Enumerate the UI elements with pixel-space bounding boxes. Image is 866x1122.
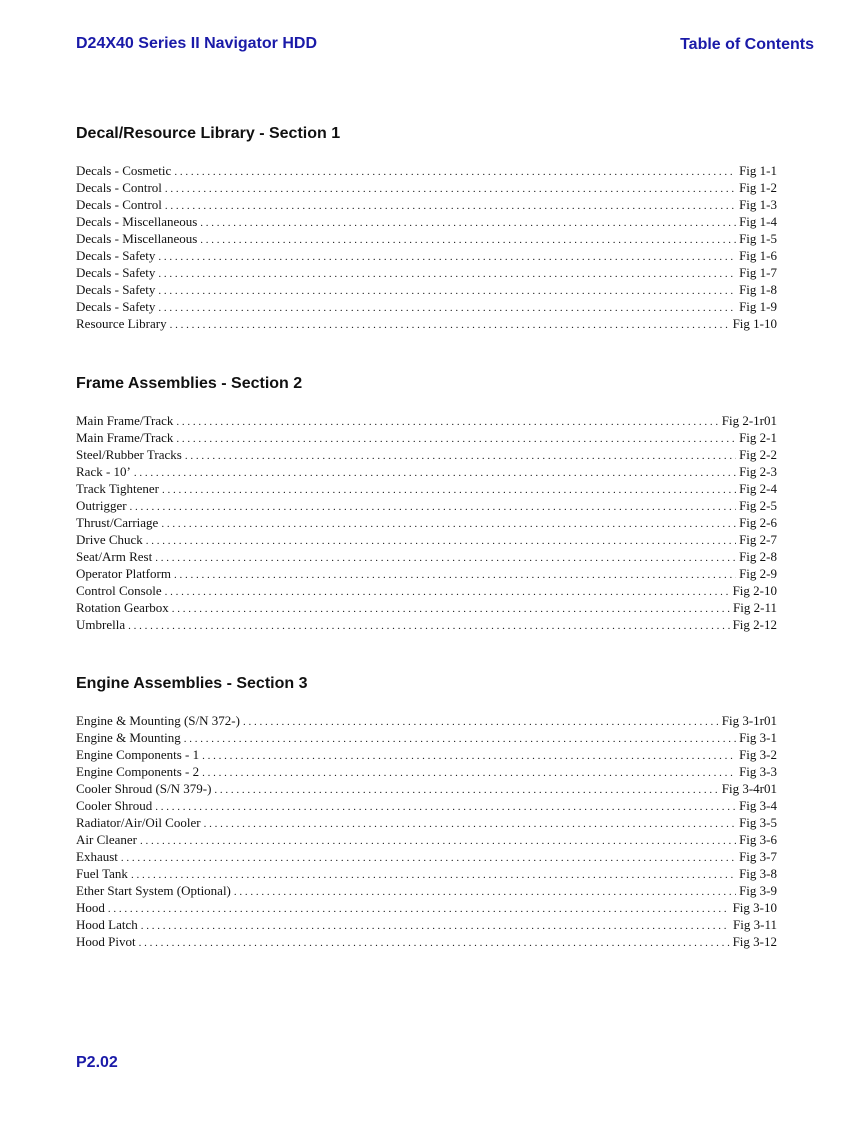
- dot-leader: [121, 850, 736, 867]
- toc-entry-figure-ref: Fig 2-6: [739, 515, 777, 530]
- toc-entry-label: Control Console: [76, 583, 162, 598]
- toc-entry[interactable]: [76, 298, 777, 315]
- toc-entry-label: Decals - Miscellaneous: [76, 214, 198, 229]
- toc-entry-figure-ref: Fig 3-3: [739, 764, 777, 779]
- toc-entry-figure-ref: Fig 2-8: [739, 549, 777, 564]
- document-title: D24X40 Series II Navigator HDD: [76, 35, 317, 52]
- toc-entry-label: Rotation Gearbox: [76, 600, 169, 615]
- toc-entry-label: Drive Chuck: [76, 532, 143, 547]
- toc-entry-label: Main Frame/Track: [76, 413, 174, 428]
- dot-leader: [140, 833, 736, 850]
- toc-entry-label: Decals - Control: [76, 180, 162, 195]
- toc-entry-label: Radiator/Air/Oil Cooler: [76, 815, 201, 830]
- toc-entry-figure-ref: Fig 1-4: [739, 214, 777, 229]
- dot-leader: [174, 567, 736, 584]
- toc-entry[interactable]: [76, 882, 777, 899]
- toc-entry[interactable]: [76, 531, 777, 548]
- toc-entry-list: [76, 162, 777, 332]
- toc-entry[interactable]: [76, 162, 777, 179]
- toc-entry[interactable]: [76, 480, 777, 497]
- toc-entry-figure-ref: Fig 3-9: [739, 883, 777, 898]
- toc-entry-figure-ref: Fig 2-5: [739, 498, 777, 513]
- toc-entry[interactable]: [76, 616, 777, 633]
- toc-entry-figure-ref: Fig 1-9: [739, 299, 777, 314]
- toc-entry-figure-ref: Fig 3-7: [739, 849, 777, 864]
- dot-leader: [139, 935, 730, 952]
- toc-entry-figure-ref: Fig 1-6: [739, 248, 777, 263]
- toc-entry-label: Decals - Safety: [76, 248, 156, 263]
- toc-entry[interactable]: [76, 412, 777, 429]
- toc-entry[interactable]: [76, 780, 777, 797]
- dot-leader: [202, 765, 736, 782]
- toc-entry[interactable]: [76, 514, 777, 531]
- toc-entry[interactable]: [76, 582, 777, 599]
- toc-entry[interactable]: [76, 848, 777, 865]
- dot-leader: [184, 731, 736, 748]
- dot-leader: [158, 300, 736, 317]
- dot-leader: [243, 714, 719, 731]
- toc-entry[interactable]: [76, 196, 777, 213]
- toc-entry-label: Rack - 10’: [76, 464, 131, 479]
- toc-entry-figure-ref: Fig 1-3: [739, 197, 777, 212]
- section-title: Decal/Resource Library - Section 1: [76, 125, 341, 142]
- toc-entry-label: Resource Library: [76, 316, 167, 331]
- dot-leader: [130, 499, 737, 516]
- toc-entry-label: Steel/Rubber Tracks: [76, 447, 182, 462]
- toc-entry-figure-ref: Fig 1-2: [739, 180, 777, 195]
- toc-entry-figure-ref: Fig 1-1: [739, 163, 777, 178]
- toc-entry-label: Hood Pivot: [76, 934, 136, 949]
- dot-leader: [165, 198, 736, 215]
- toc-entry-label: Decals - Safety: [76, 282, 156, 297]
- toc-entry[interactable]: [76, 230, 777, 247]
- toc-entry-figure-ref: Fig 2-9: [739, 566, 777, 581]
- toc-entry[interactable]: [76, 831, 777, 848]
- dot-leader: [174, 164, 736, 181]
- dot-leader: [128, 618, 729, 635]
- toc-entry-figure-ref: Fig 3-6: [739, 832, 777, 847]
- toc-entry-figure-ref: Fig 3-2: [739, 747, 777, 762]
- dot-leader: [176, 431, 736, 448]
- toc-entry-label: Decals - Safety: [76, 265, 156, 280]
- toc-entry-figure-ref: Fig 2-4: [739, 481, 777, 496]
- toc-entry-figure-ref: Fig 3-8: [739, 866, 777, 881]
- toc-entry[interactable]: [76, 565, 777, 582]
- dot-leader: [146, 533, 736, 550]
- toc-entry-label: Decals - Miscellaneous: [76, 231, 198, 246]
- toc-entry-figure-ref: Fig 3-10: [732, 900, 777, 915]
- toc-entry-figure-ref: Fig 2-11: [733, 600, 777, 615]
- toc-entry[interactable]: [76, 463, 777, 480]
- toc-entry-label: Track Tightener: [76, 481, 159, 496]
- section-title: Engine Assemblies - Section 3: [76, 675, 308, 692]
- section-engine-assemblies: [76, 674, 777, 950]
- toc-entry-label: Seat/Arm Rest: [76, 549, 153, 564]
- toc-entry-label: Hood: [76, 900, 105, 915]
- toc-entry-figure-ref: Fig 3-11: [733, 917, 777, 932]
- dot-leader: [185, 448, 736, 465]
- toc-entry[interactable]: [76, 179, 777, 196]
- toc-entry-label: Engine & Mounting (S/N 372-): [76, 713, 240, 728]
- toc-entry[interactable]: [76, 497, 777, 514]
- toc-entry-figure-ref: Fig 3-5: [739, 815, 777, 830]
- dot-leader: [170, 317, 730, 334]
- toc-entry-list: [76, 712, 777, 950]
- toc-entry[interactable]: [76, 729, 777, 746]
- toc-entry-figure-ref: Fig 2-2: [739, 447, 777, 462]
- toc-entry-label: Engine Components - 2: [76, 764, 200, 779]
- toc-entry-list: [76, 412, 777, 633]
- toc-entry-figure-ref: Fig 3-12: [732, 934, 777, 949]
- toc-entry-label: Fuel Tank: [76, 866, 128, 881]
- dot-leader: [155, 799, 736, 816]
- toc-entry[interactable]: [76, 814, 777, 831]
- toc-entry[interactable]: [76, 865, 777, 882]
- dot-leader: [200, 232, 736, 249]
- dot-leader: [172, 601, 730, 618]
- toc-entry-figure-ref: Fig 2-12: [732, 617, 777, 632]
- toc-heading: Table of Contents: [680, 36, 814, 53]
- toc-entry[interactable]: [76, 712, 777, 729]
- toc-entry-figure-ref: Fig 2-1r01: [721, 413, 777, 428]
- toc-entry[interactable]: [76, 746, 777, 763]
- toc-entry-label: Air Cleaner: [76, 832, 138, 847]
- toc-entry[interactable]: [76, 763, 777, 780]
- toc-entry-label: Cooler Shroud (S/N 379-): [76, 781, 212, 796]
- toc-entry-label: Exhaust: [76, 849, 118, 864]
- section-title: Frame Assemblies - Section 2: [76, 375, 303, 392]
- dot-leader: [234, 884, 736, 901]
- toc-entry-figure-ref: Fig 2-3: [739, 464, 777, 479]
- dot-leader: [161, 516, 736, 533]
- toc-entry-label: Umbrella: [76, 617, 126, 632]
- toc-entry-figure-ref: Fig 1-5: [739, 231, 777, 246]
- toc-entry-figure-ref: Fig 3-1r01: [721, 713, 777, 728]
- dot-leader: [165, 181, 736, 198]
- dot-leader: [141, 918, 730, 935]
- toc-entry-label: Thrust/Carriage: [76, 515, 159, 530]
- toc-entry-label: Ether Start System (Optional): [76, 883, 231, 898]
- toc-entry-label: Hood Latch: [76, 917, 138, 932]
- dot-leader: [158, 283, 736, 300]
- dot-leader: [158, 266, 736, 283]
- dot-leader: [165, 584, 730, 601]
- toc-entry-label: Operator Platform: [76, 566, 171, 581]
- toc-entry-label: Decals - Safety: [76, 299, 156, 314]
- toc-entry-figure-ref: Fig 3-1: [739, 730, 777, 745]
- toc-entry-label: Cooler Shroud: [76, 798, 153, 813]
- dot-leader: [202, 748, 736, 765]
- section-decal-resource-library: [76, 124, 777, 332]
- section-frame-assemblies: [76, 374, 777, 633]
- toc-entry-label: Engine Components - 1: [76, 747, 200, 762]
- toc-entry-label: Engine & Mounting: [76, 730, 181, 745]
- dot-leader: [200, 215, 736, 232]
- toc-entry-figure-ref: Fig 2-7: [739, 532, 777, 547]
- dot-leader: [176, 414, 718, 431]
- toc-entry-label: Decals - Control: [76, 197, 162, 212]
- toc-entry[interactable]: [76, 797, 777, 814]
- toc-entry[interactable]: [76, 933, 777, 950]
- dot-leader: [214, 782, 718, 799]
- toc-entry-label: Main Frame/Track: [76, 430, 174, 445]
- toc-entry-figure-ref: Fig 3-4r01: [721, 781, 777, 796]
- toc-entry-figure-ref: Fig 1-10: [732, 316, 777, 331]
- toc-entry-figure-ref: Fig 3-4: [739, 798, 777, 813]
- toc-entry[interactable]: [76, 281, 777, 298]
- toc-entry[interactable]: [76, 315, 777, 332]
- dot-leader: [155, 550, 736, 567]
- toc-entry-label: Decals - Cosmetic: [76, 163, 172, 178]
- dot-leader: [204, 816, 737, 833]
- dot-leader: [158, 249, 736, 266]
- toc-entry-figure-ref: Fig 1-8: [739, 282, 777, 297]
- toc-entry[interactable]: [76, 599, 777, 616]
- toc-entry-figure-ref: Fig 1-7: [739, 265, 777, 280]
- toc-entry[interactable]: [76, 247, 777, 264]
- page-number: P2.02: [76, 1054, 118, 1071]
- toc-entry[interactable]: [76, 429, 777, 446]
- toc-entry[interactable]: [76, 916, 777, 933]
- toc-entry[interactable]: [76, 264, 777, 281]
- toc-entry[interactable]: [76, 548, 777, 565]
- toc-entry[interactable]: [76, 899, 777, 916]
- toc-entry[interactable]: [76, 446, 777, 463]
- toc-entry[interactable]: [76, 213, 777, 230]
- dot-leader: [162, 482, 736, 499]
- dot-leader: [108, 901, 730, 918]
- toc-entry-figure-ref: Fig 2-10: [732, 583, 777, 598]
- toc-entry-figure-ref: Fig 2-1: [739, 430, 777, 445]
- dot-leader: [134, 465, 736, 482]
- toc-entry-label: Outrigger: [76, 498, 127, 513]
